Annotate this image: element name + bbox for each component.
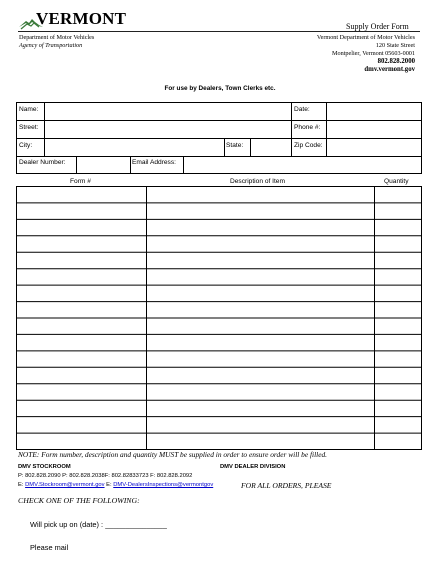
quantity-cell[interactable] bbox=[375, 286, 421, 301]
order-note: NOTE: Form number, description and quantity MUST be supplied in order to ensure order will be filled. bbox=[18, 450, 328, 459]
form-title: Supply Order Form bbox=[346, 22, 409, 31]
form-number-cell[interactable] bbox=[17, 204, 146, 219]
all-orders-text: FOR ALL ORDERS, PLEASE bbox=[241, 481, 332, 490]
right-dept: Vermont Department of Motor Vehicles bbox=[316, 34, 415, 41]
form-number-cell[interactable] bbox=[17, 335, 146, 350]
description-cell[interactable] bbox=[147, 270, 374, 285]
description-cell[interactable] bbox=[147, 335, 374, 350]
logo-wordmark: VERMONT bbox=[36, 9, 127, 28]
form-number-cell[interactable] bbox=[17, 385, 146, 400]
state-label: State: bbox=[226, 142, 244, 149]
description-cell[interactable] bbox=[147, 401, 374, 416]
description-cell[interactable] bbox=[147, 385, 374, 400]
quantity-cell[interactable] bbox=[375, 434, 421, 449]
right-phone: 802.828.2000 bbox=[377, 58, 415, 65]
quantity-cell[interactable] bbox=[375, 352, 421, 367]
description-cell[interactable] bbox=[147, 368, 374, 383]
email-prefix-2: E: bbox=[104, 482, 114, 488]
dealer-division-heading: DMV DEALER DIVISION bbox=[220, 464, 286, 470]
quantity-cell[interactable] bbox=[375, 418, 421, 433]
quantity-cell[interactable] bbox=[375, 385, 421, 400]
form-number-cell[interactable] bbox=[17, 237, 146, 252]
form-number-cell[interactable] bbox=[17, 253, 146, 268]
left-dept: Department of Motor Vehicles bbox=[19, 34, 95, 41]
quantity-cell[interactable] bbox=[375, 319, 421, 334]
quantity-cell[interactable] bbox=[375, 368, 421, 383]
left-agency: Agency of Transportation bbox=[19, 42, 83, 49]
quantity-cell[interactable] bbox=[375, 253, 421, 268]
quantity-cell[interactable] bbox=[375, 188, 421, 203]
description-cell[interactable] bbox=[147, 220, 374, 235]
description-cell[interactable] bbox=[147, 319, 374, 334]
form-number-cell[interactable] bbox=[17, 368, 146, 383]
description-cell[interactable] bbox=[147, 352, 374, 367]
quantity-cell[interactable] bbox=[375, 237, 421, 252]
form-number-cell[interactable] bbox=[17, 286, 146, 301]
contact-emails bbox=[18, 482, 213, 488]
pickup-date-blank[interactable]: _______________ bbox=[105, 520, 167, 529]
description-cell[interactable] bbox=[147, 434, 374, 449]
contact-phones: P: 802.828.2090 P: 802.828.2038F: 802.82833723 F: 802.828.2092 bbox=[18, 473, 193, 479]
description-cell[interactable] bbox=[147, 418, 374, 433]
form-number-cell[interactable] bbox=[17, 303, 146, 318]
quantity-cell[interactable] bbox=[375, 303, 421, 318]
form-number-cell[interactable] bbox=[17, 352, 146, 367]
form-number-cell[interactable] bbox=[17, 401, 146, 416]
description-cell[interactable] bbox=[147, 188, 374, 203]
dealer-email-link[interactable]: DMV-DealersInspections@vermontgov bbox=[113, 482, 214, 488]
form-number-cell[interactable] bbox=[17, 188, 146, 203]
quantity-cell[interactable] bbox=[375, 220, 421, 235]
phone-label: Phone #: bbox=[294, 124, 321, 131]
email-prefix-1: E: bbox=[18, 482, 26, 488]
pickup-option[interactable] bbox=[30, 520, 167, 529]
stockroom-email-link[interactable]: DMV.Stockroom@vermont.gov bbox=[25, 482, 105, 488]
col-form-number: Form # bbox=[70, 178, 91, 185]
city-label: City: bbox=[19, 142, 33, 149]
zip-label: Zip Code: bbox=[294, 142, 323, 149]
stockroom-heading: DMV STOCKROOM bbox=[18, 464, 71, 470]
description-cell[interactable] bbox=[147, 204, 374, 219]
description-cell[interactable] bbox=[147, 286, 374, 301]
email-label: Email Address: bbox=[132, 159, 176, 166]
col-quantity: Quantity bbox=[384, 178, 409, 185]
date-label: Date: bbox=[294, 106, 310, 113]
right-street: 120 State Street bbox=[375, 42, 415, 49]
description-cell[interactable] bbox=[147, 303, 374, 318]
form-number-cell[interactable] bbox=[17, 418, 146, 433]
description-cell[interactable] bbox=[147, 253, 374, 268]
quantity-cell[interactable] bbox=[375, 270, 421, 285]
quantity-cell[interactable] bbox=[375, 335, 421, 350]
dealer-number-label: Dealer Number: bbox=[19, 159, 66, 166]
col-description: Description of Item bbox=[230, 178, 285, 185]
for-use-heading: For use by Dealers, Town Clerks etc. bbox=[164, 85, 276, 92]
right-web: dmv.vermont.gov bbox=[364, 66, 415, 73]
form-number-cell[interactable] bbox=[17, 220, 146, 235]
description-cell[interactable] bbox=[147, 237, 374, 252]
form-number-cell[interactable] bbox=[17, 434, 146, 449]
form-number-cell[interactable] bbox=[17, 319, 146, 334]
check-one-heading: CHECK ONE OF THE FOLLOWING: bbox=[18, 496, 140, 505]
quantity-cell[interactable] bbox=[375, 204, 421, 219]
mail-option[interactable]: Please mail bbox=[30, 543, 69, 552]
form-number-cell[interactable] bbox=[17, 270, 146, 285]
street-label: Street: bbox=[19, 124, 39, 131]
quantity-cell[interactable] bbox=[375, 401, 421, 416]
right-city: Montpelier, Vermont 05603-0001 bbox=[332, 50, 415, 57]
name-label: Name: bbox=[19, 106, 39, 113]
pickup-label: Will pick up on (date) : bbox=[30, 520, 104, 529]
